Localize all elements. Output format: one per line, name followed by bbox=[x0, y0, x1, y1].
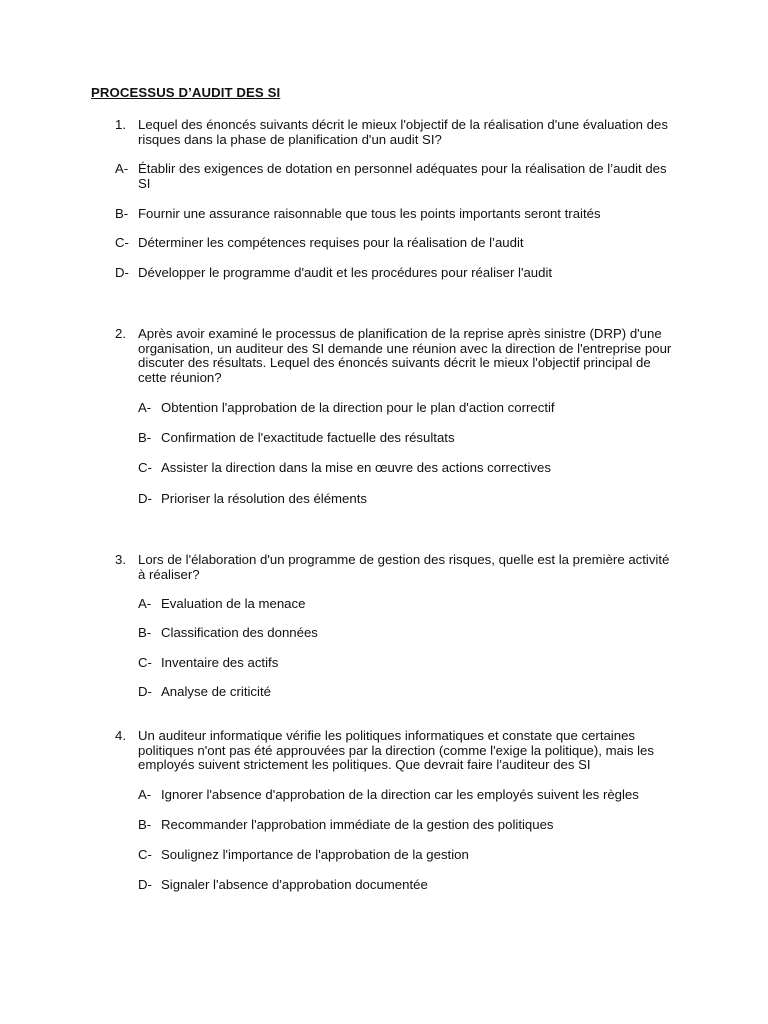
option-text: Obtention l'approbation de la direction pour le plan d'action correctif bbox=[161, 400, 555, 415]
option-text: Assister la direction dans la mise en œuvre des actions correctives bbox=[161, 460, 551, 475]
option-text: Ignorer l'absence d'approbation de la direction car les employés suivent les règles bbox=[161, 787, 639, 802]
option-letter: B- bbox=[138, 817, 152, 832]
option-letter: D- bbox=[115, 265, 129, 280]
option-text: Établir des exigences de dotation en personnel adéquates pour la réalisation de l’audit des SI bbox=[138, 161, 667, 191]
option-text: Analyse de criticité bbox=[161, 684, 271, 699]
question-number: 3. bbox=[115, 552, 126, 567]
option-letter: C- bbox=[138, 655, 152, 670]
option-letter: D- bbox=[138, 491, 152, 506]
option-letter: B- bbox=[138, 430, 152, 445]
question-text: Un auditeur informatique vérifie les politiques informatiques et constate que certaines politiques n'ont pas été approuvées par la direction (comme l'exige la politique), mais les employés suivent strictement les politiques. Que devrait faire l'auditeur des SI bbox=[138, 728, 654, 773]
option-letter: D- bbox=[138, 877, 152, 892]
option-letter: D- bbox=[138, 684, 152, 699]
option-letter: C- bbox=[138, 460, 152, 475]
option-letter: A- bbox=[115, 161, 129, 176]
option-letter: A- bbox=[138, 596, 152, 611]
question-text: Après avoir examiné le processus de planification de la reprise après sinistre (DRP) d'une organisation, un auditeur des SI demande une réunion avec la direction de l'entreprise pour discuter des résultats. Lequel des énoncés suivants décrit le mieux l'objectif principal de cette réunion? bbox=[138, 326, 672, 385]
option-letter: C- bbox=[138, 847, 152, 862]
option-text: Développer le programme d'audit et les procédures pour réaliser l'audit bbox=[138, 265, 553, 280]
option-letter: B- bbox=[138, 625, 152, 640]
option-text: Soulignez l'importance de l'approbation de la gestion bbox=[161, 847, 469, 862]
option-text: Déterminer les compétences requises pour la réalisation de l’audit bbox=[138, 235, 524, 250]
option-text: Signaler l'absence d'approbation documentée bbox=[161, 877, 428, 892]
option-text: Classification des données bbox=[161, 625, 318, 640]
option-letter: A- bbox=[138, 787, 152, 802]
question-text: Lequel des énoncés suivants décrit le mieux l'objectif de la réalisation d'une évaluation des risques dans la phase de planification d'un audit SI? bbox=[138, 117, 668, 147]
option-text: Fournir une assurance raisonnable que tous les points importants seront traités bbox=[138, 206, 601, 221]
option-text: Recommander l'approbation immédiate de la gestion des politiques bbox=[161, 817, 554, 832]
option-text: Inventaire des actifs bbox=[161, 655, 279, 670]
question-number: 1. bbox=[115, 117, 126, 132]
option-letter: A- bbox=[138, 400, 152, 415]
question-number: 2. bbox=[115, 326, 126, 341]
option-text: Prioriser la résolution des éléments bbox=[161, 491, 367, 506]
document-title: PROCESSUS D’AUDIT DES SI bbox=[91, 85, 281, 100]
option-text: Evaluation de la menace bbox=[161, 596, 306, 611]
option-text: Confirmation de l'exactitude factuelle des résultats bbox=[161, 430, 455, 445]
option-letter: B- bbox=[115, 206, 129, 221]
option-letter: C- bbox=[115, 235, 129, 250]
question-text: Lors de l'élaboration d'un programme de gestion des risques, quelle est la première activité à réaliser? bbox=[138, 552, 670, 582]
question-number: 4. bbox=[115, 728, 126, 743]
